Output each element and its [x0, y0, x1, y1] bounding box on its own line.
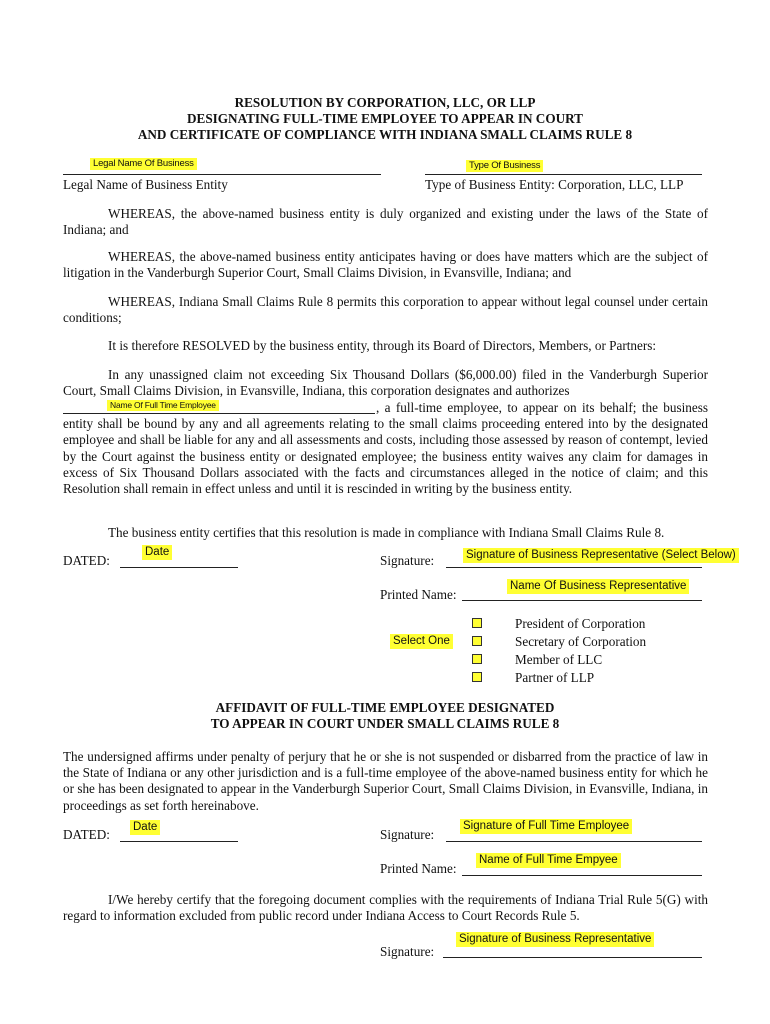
- representative-signature-field[interactable]: Signature of Business Representative (Select Below): [463, 548, 739, 563]
- signature-label: Signature:: [380, 553, 435, 568]
- title-line-2: DESIGNATING FULL-TIME EMPLOYEE TO APPEAR IN COURT: [187, 111, 583, 126]
- certification-signature-field[interactable]: Signature of Business Representative: [456, 932, 654, 947]
- affidavit-title-1: AFFIDAVIT OF FULL-TIME EMPLOYEE DESIGNATED: [215, 700, 555, 715]
- date-field[interactable]: Date: [142, 545, 172, 560]
- select-one-label: Select One: [390, 634, 453, 649]
- president-checkbox[interactable]: [472, 618, 482, 628]
- secretary-checkbox[interactable]: [472, 636, 482, 646]
- affidavit-signature-rule: [446, 841, 702, 842]
- business-name-rule: [63, 174, 381, 175]
- certifies-paragraph: The business entity certifies that this resolution is made in compliance with Indiana Small Claims Rule 8.: [108, 525, 665, 540]
- resolved-paragraph: It is therefore RESOLVED by the business entity, through its Board of Directors, Members, or Partners:: [108, 338, 657, 353]
- certification-signature-label: Signature:: [380, 944, 435, 959]
- affidavit-date-field[interactable]: Date: [130, 820, 160, 835]
- partner-option-label: Partner of LLP: [515, 670, 595, 685]
- date-rule: [120, 567, 238, 568]
- affidavit-printed-name-rule: [462, 875, 702, 876]
- whereas-paragraph-2: WHEREAS, the above-named business entity anticipates having or does have matters which are the subject of litigation in the Vanderburgh Superior Court, Small Claims Division, in Evansville, Indiana; and: [63, 249, 708, 281]
- employee-name-field[interactable]: Name Of Full Time Employee: [107, 400, 219, 411]
- affidavit-signature-label: Signature:: [380, 827, 435, 842]
- member-llc-checkbox[interactable]: [472, 654, 482, 664]
- member-option-label: Member of LLC: [515, 652, 603, 667]
- partner-llp-checkbox[interactable]: [472, 672, 482, 682]
- affidavit-date-rule: [120, 841, 238, 842]
- signature-rule: [446, 567, 702, 568]
- certification-signature-rule: [443, 957, 702, 958]
- affidavit-title-2: TO APPEAR IN COURT UNDER SMALL CLAIMS RULE 8: [210, 716, 560, 731]
- title-line-1: RESOLUTION BY CORPORATION, LLC, OR LLP: [234, 95, 536, 110]
- business-type-field[interactable]: Type Of Business: [466, 160, 543, 172]
- representative-name-field[interactable]: Name Of Business Representative: [507, 579, 689, 594]
- title-line-3: AND CERTIFICATE OF COMPLIANCE WITH INDIANA SMALL CLAIMS RULE 8: [137, 127, 633, 142]
- whereas-paragraph-1: WHEREAS, the above-named business entity is duly organized and existing under the laws of the State of Indiana; and: [63, 206, 708, 238]
- claim-paragraph-body: , a full-time employee, to appear on its behalf; the business entity shall be bound by any and all agreements relating to the small claims proceeding entered into by the designated employee and shall be liable for any and all assessments and costs, including those assessed by reason of contempt, levied by the Court against the business entity or designated employee; the business entity waives any claim for damages in excess of Six Thousand Dollars associated with the facts and circumstances alleged in the notice of claim; and this Resolution shall remain in effect unless and until it is rescinded in writing by the business entity.: [63, 400, 708, 497]
- claim-paragraph-intro: In any unassigned claim not exceeding Six Thousand Dollars ($6,000.00) filed in the Vanderburgh Superior Court, Small Claims Division, in Evansville, Indiana, this corporation designates and authorizes: [63, 367, 708, 399]
- affidavit-printed-name-label: Printed Name:: [380, 861, 457, 876]
- affidavit-body: The undersigned affirms under penalty of perjury that he or she is not suspended or disbarred from the practice of law in the State of Indiana or any other jurisdiction and is a full-time employee of the above-named business entity for which he or she has been designated to appear in the Vanderburgh Superior Court, Small Claims Division, in Evansville, Indiana, in proceedings as set forth hereinabove.: [63, 749, 708, 813]
- certification-paragraph: I/We hereby certify that the foregoing document complies with the requirements of Indiana Trial Rule 5(G) with regard to information excluded from public record under Indiana Access to Court Records Rule 5.: [63, 892, 708, 924]
- business-type-label: Type of Business Entity: Corporation, LLC, LLP: [425, 177, 684, 192]
- whereas-paragraph-3: WHEREAS, Indiana Small Claims Rule 8 permits this corporation to appear without legal counsel under certain conditions;: [63, 294, 708, 326]
- president-option-label: President of Corporation: [515, 616, 646, 631]
- business-type-rule: [425, 174, 702, 175]
- employee-signature-field[interactable]: Signature of Full Time Employee: [460, 819, 632, 834]
- printed-name-label: Printed Name:: [380, 587, 457, 602]
- business-name-label: Legal Name of Business Entity: [63, 177, 228, 192]
- dated-label: DATED:: [63, 553, 110, 568]
- employee-name-print-field[interactable]: Name of Full Time Empyee: [476, 853, 621, 868]
- business-name-field[interactable]: Legal Name Of Business: [90, 158, 197, 170]
- affidavit-dated-label: DATED:: [63, 827, 110, 842]
- printed-name-rule: [462, 600, 702, 601]
- secretary-option-label: Secretary of Corporation: [515, 634, 647, 649]
